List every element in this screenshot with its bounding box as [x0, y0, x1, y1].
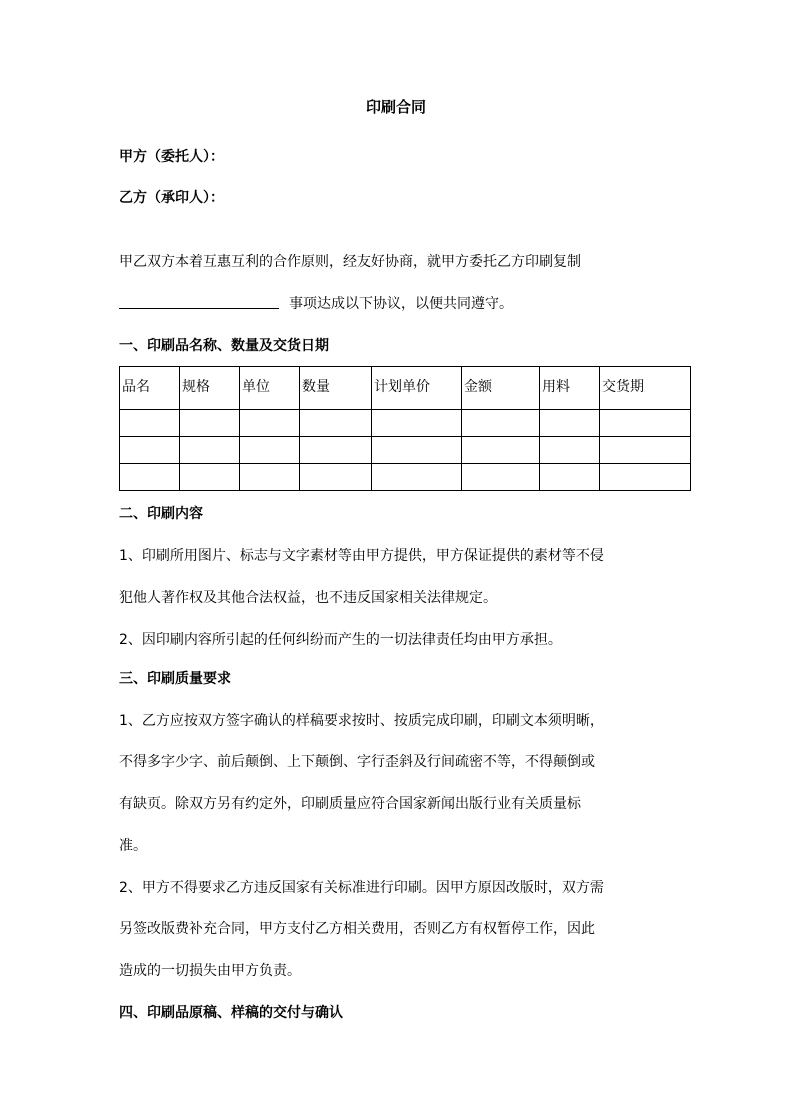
table-row — [120, 437, 691, 464]
section-2-p1-line-1: 1、印刷所用图片、标志与文字素材等由甲方提供，甲方保证提供的素材等不侵 — [119, 548, 604, 564]
section-3-p1-line-3: 有缺页。除双方另有约定外，印刷质量应符合国家新闻出版行业有关质量标 — [119, 796, 581, 812]
table-cell — [540, 464, 600, 491]
table-cell — [600, 437, 691, 464]
table-cell — [462, 464, 540, 491]
section-3-p1-line-1: 1、乙方应按双方签字确认的样稿要求按时、按质完成印刷，印刷文本须明晰， — [119, 713, 604, 729]
party-b-label: 乙方（承印人）： — [119, 190, 224, 206]
intro-line-1: 甲乙双方本着互惠互利的合作原则，经友好协商，就甲方委托乙方印刷复制 — [119, 254, 581, 270]
section-3-p2-line-3: 造成的一切损失由甲方负责。 — [119, 963, 301, 979]
table-header-row — [120, 367, 691, 410]
section-3-p2-line-2: 另签改版费补充合同，甲方支付乙方相关费用，否则乙方有权暂停工作，因此 — [119, 921, 595, 937]
section-1-heading: 一、印刷品名称、数量及交货日期 — [119, 338, 329, 354]
table-cell — [240, 437, 300, 464]
table-cell — [462, 410, 540, 437]
table-row — [120, 410, 691, 437]
section-2-p1-line-2: 犯他人著作权及其他合法权益，也不违反国家相关法律规定。 — [119, 590, 497, 606]
table-cell — [300, 410, 372, 437]
table-cell — [540, 437, 600, 464]
table-cell — [180, 437, 240, 464]
table-cell — [600, 410, 691, 437]
table-cell — [180, 410, 240, 437]
table-row — [120, 464, 691, 491]
intro-line-2: 事项达成以下协议，以便共同遵守。 — [289, 296, 513, 312]
section-4-heading: 四、印刷品原稿、样稿的交付与确认 — [119, 1005, 343, 1021]
party-a-label: 甲方（委托人）： — [119, 149, 224, 165]
table-cell — [372, 410, 462, 437]
table-cell — [240, 464, 300, 491]
table-cell — [180, 464, 240, 491]
section-3-p2-line-1: 2、甲方不得要求乙方违反国家有关标准进行印刷。因甲方原因改版时，双方需 — [119, 880, 604, 896]
table-cell — [120, 464, 180, 491]
section-2-p2-line-1: 2、因印刷内容所引起的任何纠纷而产生的一切法律责任均由甲方承担。 — [119, 632, 562, 648]
column-header: 金额 — [462, 367, 540, 410]
column-header: 数量 — [300, 367, 372, 410]
table-cell — [120, 410, 180, 437]
table-cell — [300, 437, 372, 464]
column-header: 品名 — [120, 367, 180, 410]
page-title: 印刷合同 — [365, 98, 426, 116]
print-items-table — [119, 366, 691, 491]
fill-in-blank-line — [119, 308, 279, 309]
section-2-heading: 二、印刷内容 — [119, 506, 203, 522]
table-cell — [600, 464, 691, 491]
column-header: 计划单价 — [372, 367, 462, 410]
table-cell — [372, 464, 462, 491]
column-header: 用料 — [540, 367, 600, 410]
table-cell — [462, 437, 540, 464]
column-header: 单位 — [240, 367, 300, 410]
table-cell — [240, 410, 300, 437]
section-3-p1-line-2: 不得多字少字、前后颠倒、上下颠倒、字行歪斜及行间疏密不等，不得颠倒或 — [119, 754, 595, 770]
column-header: 规格 — [180, 367, 240, 410]
table-cell — [540, 410, 600, 437]
table-cell — [372, 437, 462, 464]
section-3-p1-line-4: 准。 — [119, 838, 147, 854]
column-header: 交货期 — [600, 367, 691, 410]
section-3-heading: 三、印刷质量要求 — [119, 671, 231, 687]
table-cell — [120, 437, 180, 464]
table-cell — [300, 464, 372, 491]
